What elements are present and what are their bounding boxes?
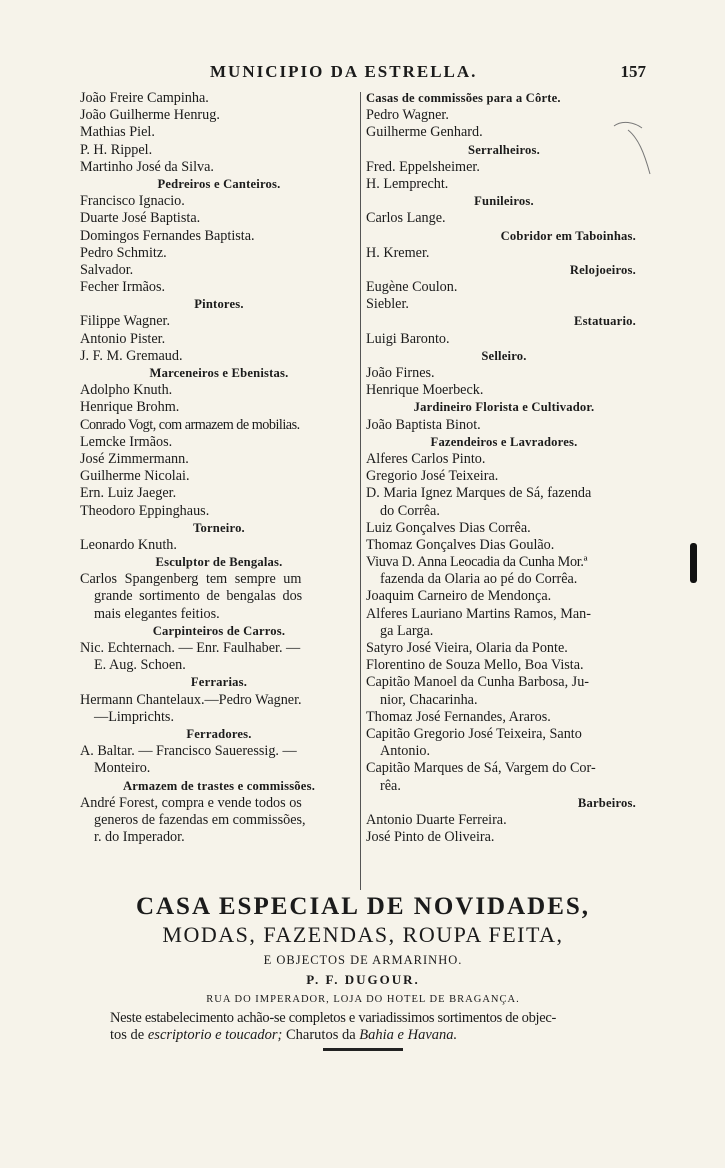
list-item: Guilherme Genhard.: [366, 124, 483, 141]
list-item: Luigi Baronto.: [366, 330, 450, 347]
entry-line: D. Maria Ignez Marques de Sá, fazenda: [366, 485, 592, 502]
list-item: Eugène Coulon.: [366, 279, 458, 296]
list-item: P. H. Rippel.: [80, 141, 153, 158]
list-item: José Zimmermann.: [80, 450, 189, 467]
list-item: Duarte José Baptista.: [80, 210, 201, 227]
ink-mark: [690, 543, 697, 583]
entry-line: Thomaz Gonçalves Dias Goulão.: [366, 536, 555, 553]
entry-line: Capitão Gregorio José Teixeira, Santo: [366, 725, 582, 742]
section-heading: Estatuario.: [573, 314, 636, 329]
list-item: Carlos Lange.: [366, 210, 446, 227]
section-heading: Cobridor em Taboinhas.: [500, 228, 636, 243]
list-item: Lemcke Irmãos.: [80, 433, 173, 450]
advertisement: [80, 892, 646, 1051]
right-column: [366, 90, 642, 846]
advert-desc-text: tos de: [110, 1027, 148, 1043]
entry-line: Gregorio José Teixeira.: [366, 468, 499, 485]
section-heading: Marceneiros e Ebenistas.: [149, 366, 289, 380]
list-item: Filippe Wagner.: [80, 313, 171, 330]
advert-desc-line-2: [110, 1027, 646, 1044]
list-item: Leonardo Knuth.: [80, 536, 177, 553]
section-heading: Serralheiros.: [468, 142, 540, 157]
list-item: H. Kremer.: [366, 244, 430, 261]
advert-headline: CASA ESPECIAL DE NOVIDADES,: [135, 893, 591, 920]
advert-desc-line-1: Neste estabelecimento achão-se completos e variadissimos sortimentos de objec-: [110, 1010, 557, 1026]
entry-line: —Limprichts.: [94, 708, 174, 725]
entry-line: mais elegantes feitios.: [94, 605, 220, 622]
entry-line: E. Aug. Schoen.: [94, 657, 186, 674]
entry-line: Alferes Lauriano Martins Ramos, Man-: [366, 605, 591, 622]
entry-line: Capitão Marques de Sá, Vargem do Cor-: [366, 760, 596, 777]
list-item: João Baptista Binot.: [366, 416, 481, 433]
list-item: Fred. Eppelsheimer.: [366, 158, 480, 175]
entry-line: Alferes Carlos Pinto.: [366, 450, 486, 467]
list-item: João Freire Campinha.: [80, 90, 209, 106]
list-item: João Guilherme Henrug.: [80, 107, 220, 124]
list-item: Fecher Irmãos.: [80, 279, 166, 296]
list-item: Guilherme Nicolai.: [80, 468, 190, 485]
entry-line: rêa.: [380, 777, 401, 794]
entry-line: A. Baltar. — Francisco Saueressig. —: [80, 743, 297, 760]
section-heading: Jardineiro Florista e Cultivador.: [413, 400, 595, 415]
page-number: 157: [620, 62, 646, 81]
section-heading: Barbeiros.: [577, 795, 636, 810]
section-heading: Carpinteiros de Carros.: [152, 623, 286, 638]
advert-description: [80, 1010, 646, 1044]
entry-line: Satyro José Vieira, Olaria da Ponte.: [366, 640, 568, 656]
list-item: Pedro Wagner.: [366, 107, 449, 124]
list-item: Antonio Pister.: [80, 330, 166, 347]
entry-line: grande sortimento de bengalas dos: [94, 588, 303, 605]
section-heading: Esculptor de Bengalas.: [155, 555, 283, 570]
entry-line: r. do Imperador.: [94, 829, 185, 846]
list-item: Adolpho Knuth.: [80, 382, 173, 399]
entry-line: Capitão Manoel da Cunha Barbosa, Ju-: [366, 674, 590, 691]
entry-line: generos de fazendas em commissões,: [94, 811, 306, 828]
left-column: [80, 90, 358, 846]
list-item: Theodoro Eppinghaus.: [80, 502, 210, 519]
section-heading: Relojoeiros.: [569, 262, 636, 277]
section-heading: Torneiro.: [193, 520, 245, 535]
list-item: Conrado Vogt, com armazem de mobilias.: [80, 416, 300, 433]
entry-line: Thomaz José Fernandes, Araros.: [366, 708, 551, 725]
advert-tagline: E OBJECTOS DE ARMARINHO.: [263, 953, 463, 967]
entry-line: nior, Chacarinha.: [380, 691, 478, 708]
list-item: Salvador.: [80, 261, 134, 278]
entry-line: fazenda da Olaria ao pé do Corrêa.: [380, 571, 578, 588]
advert-desc-italic: escriptorio e toucador;: [147, 1027, 283, 1043]
list-item: João Firnes.: [366, 365, 435, 381]
list-item: Domingos Fernandes Baptista.: [80, 227, 255, 244]
list-item: Mathias Piel.: [80, 124, 155, 141]
section-heading: Casas de commissões para a Côrte.: [366, 91, 561, 105]
entry-line: Nic. Echternach. — Enr. Faulhaber. —: [80, 640, 301, 656]
list-item: H. Lemprecht.: [366, 175, 449, 192]
section-heading: Fazendeiros e Lavradores.: [430, 434, 578, 449]
section-heading: Selleiro.: [481, 348, 527, 363]
list-item: José Pinto de Oliveira.: [366, 829, 495, 846]
section-heading: Ferrarias.: [190, 675, 248, 690]
list-item: Henrique Brohm.: [80, 399, 180, 416]
entry-line: Hermann Chantelaux.—Pedro Wagner.: [80, 691, 302, 708]
advert-address: RUA DO IMPERADOR, LOJA DO HOTEL DE BRAGANÇA.: [206, 994, 520, 1005]
advert-desc-italic: Bahia e Havana.: [359, 1027, 458, 1043]
advert-desc-text: Charutos da: [282, 1027, 360, 1043]
entry-line: Carlos Spangenberg tem sempre um: [80, 571, 302, 588]
section-heading: Pintores.: [194, 297, 244, 312]
entry-line: Luiz Gonçalves Dias Corrêa.: [366, 519, 531, 536]
section-heading: Pedreiros e Canteiros.: [157, 176, 281, 191]
list-item: Pedro Schmitz.: [80, 244, 167, 261]
entry-line: Joaquim Carneiro de Mendonça.: [366, 588, 552, 605]
entry-line: Florentino de Souza Mello, Boa Vista.: [366, 657, 584, 674]
decorative-rule: [323, 1048, 403, 1051]
list-item: Siebler.: [366, 296, 409, 313]
list-item: J. F. M. Gremaud.: [80, 347, 183, 364]
page-title: MUNICIPIO DA ESTRELLA.: [210, 62, 478, 81]
advert-owner: P. F. DUGOUR.: [306, 972, 420, 987]
list-item: Henrique Moerbeck.: [366, 382, 484, 399]
entry-line: André Forest, compra e vende todos os: [80, 794, 302, 811]
section-heading: Funileiros.: [474, 194, 534, 209]
entry-line: ga Larga.: [380, 622, 434, 639]
section-heading: Armazem de trastes e commissões.: [122, 778, 316, 793]
entry-line: Monteiro.: [94, 760, 151, 777]
entry-line: Antonio.: [380, 743, 431, 760]
entry-line: Viuva D. Anna Leocadia da Cunha Mor.ª: [366, 554, 588, 571]
list-item: Francisco Ignacio.: [80, 193, 185, 210]
list-item: Martinho José da Silva.: [80, 158, 214, 175]
running-header: [80, 62, 646, 84]
list-item: Ern. Luiz Jaeger.: [80, 485, 177, 502]
list-item: Antonio Duarte Ferreira.: [366, 811, 507, 828]
advert-subheadline: MODAS, FAZENDAS, ROUPA FEITA,: [162, 922, 564, 947]
column-divider: [360, 92, 361, 890]
entry-line: do Corrêa.: [380, 502, 440, 519]
section-heading: Ferradores.: [186, 726, 252, 741]
